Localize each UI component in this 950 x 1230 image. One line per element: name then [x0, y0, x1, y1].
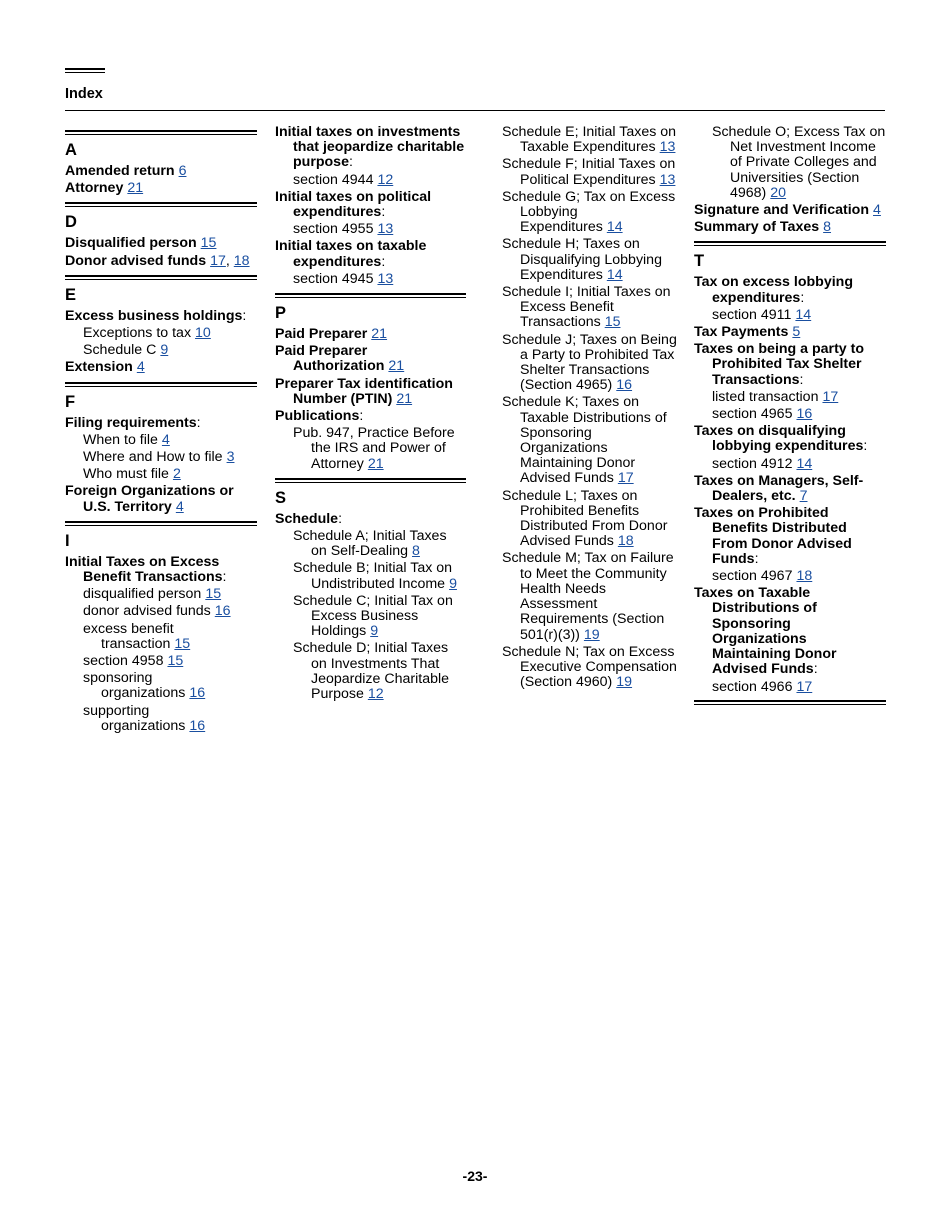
page-link[interactable]: 18	[796, 568, 813, 585]
index-subentry: Schedule N; Tax on Excess Executive Compensation (Section 4960) 19	[502, 643, 677, 691]
index-subentry: Schedule B; Initial Tax on Undistributed Income 9	[293, 560, 457, 592]
index-entry: Tax Payments 5	[694, 324, 801, 341]
section-rule	[65, 382, 257, 387]
page-link[interactable]: 4	[161, 431, 170, 448]
section-letter-a: A	[65, 141, 77, 159]
index-subentry: section 4955 13	[293, 221, 394, 238]
index-subentry: sponsoring organizations 16	[83, 670, 206, 702]
index-subentry: section 4967 18	[712, 568, 813, 585]
section-letter-d: D	[65, 213, 77, 232]
page-link[interactable]: 21	[367, 455, 384, 472]
section-rule	[65, 130, 257, 135]
page-link[interactable]: 9	[449, 575, 457, 592]
index-subentry: Exceptions to tax 10	[83, 325, 211, 342]
index-entry: Tax on excess lobbying expenditures:	[694, 274, 853, 306]
index-column-3	[502, 125, 678, 692]
page-link[interactable]: 18	[233, 252, 250, 269]
index-column-2	[275, 125, 466, 704]
index-subentry: disqualified person 15	[83, 586, 222, 603]
page-link[interactable]: 4	[873, 202, 881, 219]
index-subentry: section 4965 16	[712, 406, 813, 423]
index-subentry: Schedule G; Tax on Excess Lobbying Expenditures 14	[502, 188, 676, 236]
page-link[interactable]: 17	[822, 388, 839, 405]
index-subentry: listed transaction 17	[712, 388, 839, 405]
index-entry: Excess business holdings:	[65, 307, 247, 324]
section-letter-i: I	[65, 531, 70, 550]
page-link[interactable]: 12	[367, 686, 384, 703]
page-link[interactable]: 20	[770, 184, 787, 201]
page-link[interactable]: 8	[412, 543, 420, 560]
page-link[interactable]: 6	[178, 163, 187, 179]
index-entry: Publications:	[275, 408, 364, 425]
page-link[interactable]: 7	[799, 488, 808, 505]
page-link[interactable]: 8	[823, 219, 832, 236]
index-entry: Initial taxes on taxable expenditures:	[275, 238, 427, 270]
page-link[interactable]: 5	[792, 324, 801, 341]
page-link[interactable]: 9	[160, 342, 169, 359]
header-ornament	[65, 68, 105, 73]
header-rule	[65, 110, 885, 111]
page-link[interactable]: 15	[205, 586, 222, 603]
index-entry: Initial taxes on political expenditures:	[275, 188, 432, 221]
index-entry: Taxes on Taxable Distributions of Sponsoring Organizations Maintaining Donor Advised Funds:	[694, 585, 837, 678]
page-link[interactable]: 14	[606, 266, 623, 283]
index-subentry: donor advised funds 16	[83, 603, 231, 620]
page-title: Index	[65, 86, 103, 102]
page-link[interactable]: 19	[616, 674, 633, 691]
index-entry: Preparer Tax identification Number (PTIN) 21	[275, 375, 453, 407]
page-link[interactable]: 21	[127, 180, 144, 197]
index-subentry: When to file 4	[83, 431, 170, 448]
index-column-4	[694, 125, 886, 711]
section-rule	[275, 478, 466, 483]
index-entry: Donor advised funds 17, 18	[65, 252, 250, 269]
index-subentry: Who must file 2	[83, 466, 181, 483]
section-rule	[694, 700, 886, 705]
page-link[interactable]: 3	[226, 449, 235, 466]
section-letter-p: P	[275, 304, 287, 323]
section-rule	[275, 293, 466, 298]
page-link[interactable]: 15	[167, 653, 184, 670]
page-link[interactable]: 16	[616, 377, 633, 394]
page-link[interactable]: 21	[371, 326, 388, 343]
index-subentry: supporting organizations 16	[83, 702, 206, 734]
page-link[interactable]: 15	[200, 235, 217, 252]
index-subentry: Schedule O; Excess Tax on Net Investment Income of Private Colleges and Universities (Section 4968) 20	[712, 124, 886, 201]
index-subentry: Schedule D; Initial Taxes on Investments That Jeopardize Charitable Purpose 12	[293, 640, 450, 703]
index-entry: Taxes on being a party to Prohibited Tax Shelter Transactions:	[694, 341, 865, 388]
page-link[interactable]: 16	[189, 685, 206, 702]
index-entry: Taxes on Prohibited Benefits Distributed From Donor Advised Funds:	[694, 505, 852, 567]
page-link[interactable]: 13	[377, 270, 394, 287]
index-subentry: Schedule L; Taxes on Prohibited Benefits Distributed From Donor Advised Funds 18	[502, 487, 668, 550]
page-link[interactable]: 13	[659, 171, 676, 188]
section-rule	[694, 241, 886, 246]
index-subentry: Schedule C; Initial Tax on Excess Business Holdings 9	[293, 592, 453, 640]
page-number: -23-	[462, 1168, 488, 1184]
section-letter-s: S	[275, 488, 287, 507]
index-entry: Attorney 21	[65, 180, 144, 197]
index-subentry: Schedule F; Initial Taxes on Political Expenditures 13	[502, 156, 676, 188]
page-link[interactable]: 14	[795, 306, 812, 323]
index-subentry: section 4945 13	[293, 270, 394, 287]
index-entry: Taxes on disqualifying lobbying expenditures:	[694, 423, 868, 455]
page-link[interactable]: 4	[175, 498, 184, 515]
index-subentry: Schedule I; Initial Taxes on Excess Benefit Transactions 15	[502, 284, 671, 331]
page-link[interactable]: 4	[136, 359, 145, 376]
page-link[interactable]: 15	[604, 314, 621, 331]
page-link[interactable]: 13	[659, 139, 676, 156]
page-link[interactable]: 18	[617, 533, 634, 550]
page-link[interactable]: 14	[796, 455, 813, 472]
page-link[interactable]: 16	[796, 406, 813, 423]
section-rule	[65, 202, 257, 207]
page-link[interactable]: 2	[172, 466, 181, 483]
index-subentry: Schedule A; Initial Taxes on Self-Dealing 8	[293, 528, 447, 560]
index-subentry: Schedule C 9	[83, 342, 169, 359]
index-column-1	[65, 125, 257, 736]
index-subentry: Schedule K; Taxes on Taxable Distributions of Sponsoring Organizations Maintaining Donor Advised Funds 17	[502, 394, 667, 487]
index-entry: Extension 4	[65, 359, 145, 376]
page-link[interactable]: 9	[370, 623, 379, 640]
index-entry: Initial Taxes on Excess Benefit Transactions:	[65, 553, 227, 586]
page-link[interactable]: 21	[396, 390, 413, 407]
page-link[interactable]: 21	[388, 358, 405, 375]
index-entry: Foreign Organizations or U.S. Territory 4	[65, 483, 234, 515]
index-entry: Amended return 6	[65, 163, 187, 179]
index-entry: Paid Preparer Authorization 21	[275, 343, 405, 375]
section-rule	[65, 275, 257, 280]
index-subentry: section 4912 14	[712, 455, 813, 472]
index-entry: Filing requirements:	[65, 414, 201, 431]
index-entry: Summary of Taxes 8	[694, 219, 832, 236]
index-entry: Paid Preparer 21	[275, 326, 388, 343]
index-entry: Disqualified person 15	[65, 235, 217, 252]
section-rule	[65, 521, 257, 526]
page-link[interactable]: 19	[583, 626, 600, 643]
page-link[interactable]: 12	[377, 171, 394, 188]
page-link[interactable]: 15	[174, 635, 191, 652]
page-link[interactable]: 17	[617, 470, 634, 487]
page-link[interactable]: 17	[210, 252, 226, 269]
index-subentry: excess benefit transaction 15	[83, 620, 191, 652]
page-link[interactable]: 10	[195, 325, 211, 342]
section-letter-e: E	[65, 285, 77, 304]
index-subentry: Schedule E; Initial Taxes on Taxable Expenditures 13	[502, 124, 677, 156]
index-subentry: section 4944 12	[293, 171, 394, 188]
index-subentry: Schedule H; Taxes on Disqualifying Lobbying Expenditures 14	[502, 236, 662, 283]
section-letter-f: F	[65, 392, 76, 411]
index-subentry: Where and How to file 3	[83, 449, 235, 466]
index-subentry: section 4958 15	[83, 653, 184, 670]
page-link[interactable]: 16	[189, 717, 206, 734]
index-subentry: Schedule J; Taxes on Being a Party to Prohibited Tax Shelter Transactions (Section 4965) 16	[502, 331, 677, 394]
index-subentry: Pub. 947, Practice Before the IRS and Power of Attorney 21	[293, 425, 455, 472]
page-link[interactable]: 13	[377, 221, 394, 238]
index-entry: Schedule:	[275, 510, 343, 527]
section-letter-t: T	[694, 252, 705, 271]
page-link[interactable]: 14	[606, 219, 623, 236]
page-link[interactable]: 16	[214, 603, 231, 620]
index-entry: Initial taxes on investments that jeopardize charitable purpose:	[275, 124, 465, 171]
index-entry: Taxes on Managers, Self-Dealers, etc. 7	[694, 472, 864, 505]
index-subentry: section 4911 14	[712, 306, 812, 323]
page-link[interactable]: 17	[796, 678, 813, 695]
index-subentry: section 4966 17	[712, 678, 813, 695]
index-subentry: Schedule M; Tax on Failure to Meet the Community Health Needs Assessment Requirements (Section 501(r)(3)) 19	[502, 550, 674, 643]
index-entry: Signature and Verification 4	[694, 202, 881, 219]
